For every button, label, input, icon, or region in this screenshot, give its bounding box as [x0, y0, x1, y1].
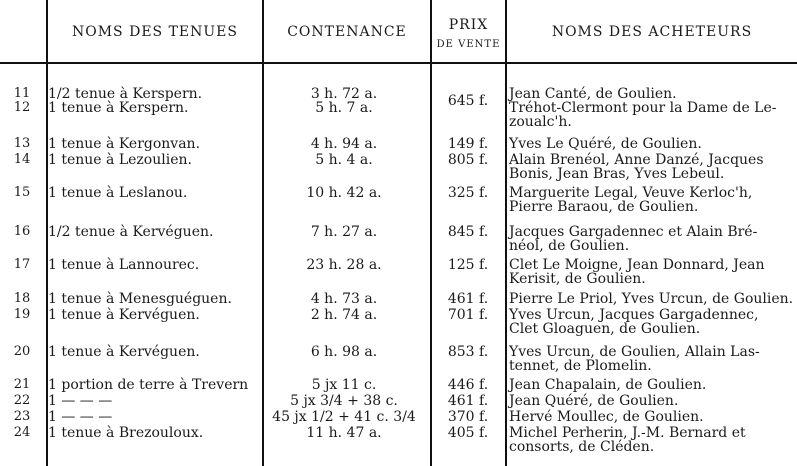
buyer-names: Jacques Gargadennec et Alain Bré-: [509, 224, 758, 240]
row-number: 19: [13, 307, 31, 322]
buyer-names: Bonis, Jean Bras, Yves Lebeul.: [509, 166, 725, 182]
area-value: 6 h. 98 a.: [310, 344, 378, 360]
area-value: 5 jx 3/4 + 38 c.: [290, 393, 398, 409]
header-buyers: NOMS DES ACHETEURS: [551, 24, 753, 40]
buyer-names: Alain Brenéol, Anne Danzé, Jacques: [509, 152, 764, 168]
area-value: 5 h. 7 a.: [315, 100, 373, 116]
tenure-name: 1 tenue à Kerspern.: [48, 100, 189, 116]
tenure-name: 1 portion de terre à Trevern: [48, 377, 249, 393]
area-value: 4 h. 73 a.: [310, 291, 378, 307]
area-value: 2 h. 74 a.: [310, 307, 378, 323]
tenure-name: 1 tenue à Lannourec.: [48, 257, 200, 273]
buyer-names: Yves Le Quéré, de Goulien.: [509, 136, 702, 152]
buyer-names: Yves Urcun, Jacques Gargadennec,: [509, 307, 759, 323]
area-value: 11 h. 47 a.: [306, 425, 382, 441]
tenure-name: 1 tenue à Brezouloux.: [48, 425, 204, 441]
sale-price: 149 f.: [447, 136, 489, 152]
row-number: 24: [13, 425, 31, 440]
tenure-name: 1 tenue à Leslanou.: [48, 185, 188, 201]
row-number: 21: [13, 377, 31, 392]
row-number: 20: [13, 344, 31, 359]
buyer-names: Jean Quéré, de Goulien.: [509, 393, 679, 409]
buyer-names: néol, de Goulien.: [509, 238, 630, 254]
sale-price: 805 f.: [447, 152, 489, 168]
buyer-names: Pierre Le Priol, Yves Urcun, de Goulien.: [509, 291, 794, 307]
sale-price: 645 f.: [447, 93, 489, 109]
tenure-name: 1 tenue à Menesguéguen.: [48, 291, 232, 307]
tenure-name: 1 tenue à Kervéguen.: [48, 307, 200, 323]
tenure-name: 1/2 tenue à Kerspern.: [48, 86, 203, 102]
row-number: 16: [13, 224, 31, 239]
sale-price: 370 f.: [447, 409, 489, 425]
sale-price: 701 f.: [447, 307, 489, 323]
row-number: 12: [13, 100, 31, 115]
buyer-names: tennet, de Plomelin.: [509, 358, 652, 374]
sale-price: 461 f.: [447, 393, 489, 409]
tenure-name: 1 — — —: [48, 409, 113, 425]
area-value: 23 h. 28 a.: [306, 257, 382, 273]
buyer-names: Marguerite Legal, Veuve Kerloc'h,: [509, 185, 753, 201]
tenure-name: 1 tenue à Kervéguen.: [48, 344, 200, 360]
buyer-names: Jean Chapalain, de Goulien.: [509, 377, 707, 393]
row-number: 13: [13, 136, 31, 151]
row-number: 17: [13, 257, 31, 272]
area-value: 3 h. 72 a.: [310, 86, 378, 102]
tenure-name: 1 — — —: [48, 393, 113, 409]
area-value: 7 h. 27 a.: [310, 224, 378, 240]
sale-price: 461 f.: [447, 291, 489, 307]
tenure-name: 1/2 tenue à Kervéguen.: [48, 224, 214, 240]
sale-price: 845 f.: [447, 224, 489, 240]
row-number: 23: [13, 409, 31, 424]
buyer-names: Clet Le Moigne, Jean Donnard, Jean: [509, 257, 765, 273]
row-number: 15: [13, 185, 31, 200]
sale-price: 853 f.: [447, 344, 489, 360]
buyer-names: Kerisit, de Goulien.: [509, 271, 646, 287]
tenure-name: 1 tenue à Kergonvan.: [48, 136, 201, 152]
buyer-names: Jean Canté, de Goulien.: [509, 86, 677, 102]
header-price-sub: DE VENTE: [436, 39, 501, 50]
buyer-names: zoualc'h.: [509, 114, 572, 130]
area-value: 5 h. 4 a.: [315, 152, 373, 168]
row-number: 14: [13, 152, 31, 167]
buyer-names: Clet Gloaguen, de Goulien.: [509, 321, 701, 337]
buyer-names: Michel Perherin, J.-M. Bernard et: [509, 425, 746, 441]
buyer-names: Yves Urcun, de Goulien, Allain Las-: [509, 344, 760, 360]
row-number: 22: [13, 393, 31, 408]
column-rule-area: [430, 0, 432, 466]
row-number: 11: [13, 86, 31, 101]
buyer-names: Pierre Baraou, de Goulien.: [509, 199, 699, 215]
sale-price: 125 f.: [447, 257, 489, 273]
sale-price: 446 f.: [447, 377, 489, 393]
header-price: PRIX: [448, 17, 489, 33]
area-value: 4 h. 94 a.: [310, 136, 378, 152]
row-number: 18: [13, 291, 31, 306]
sale-price: 405 f.: [447, 425, 489, 441]
buyer-names: Hervé Moullec, de Goulien.: [509, 409, 704, 425]
sale-price: 325 f.: [447, 185, 489, 201]
buyer-names: consorts, de Cléden.: [509, 439, 655, 455]
header-rule: [0, 62, 797, 64]
area-value: 10 h. 42 a.: [306, 185, 382, 201]
header-tenure-names: NOMS DES TENUES: [71, 24, 238, 40]
header-area: CONTENANCE: [287, 24, 407, 40]
tenure-name: 1 tenue à Lezoulien.: [48, 152, 192, 168]
column-rule-price: [505, 0, 507, 466]
area-value: 45 jx 1/2 + 41 c. 3/4: [272, 409, 416, 425]
buyer-names: Tréhot-Clermont pour la Dame de Le-: [509, 100, 777, 116]
area-value: 5 jx 11 c.: [311, 377, 377, 393]
